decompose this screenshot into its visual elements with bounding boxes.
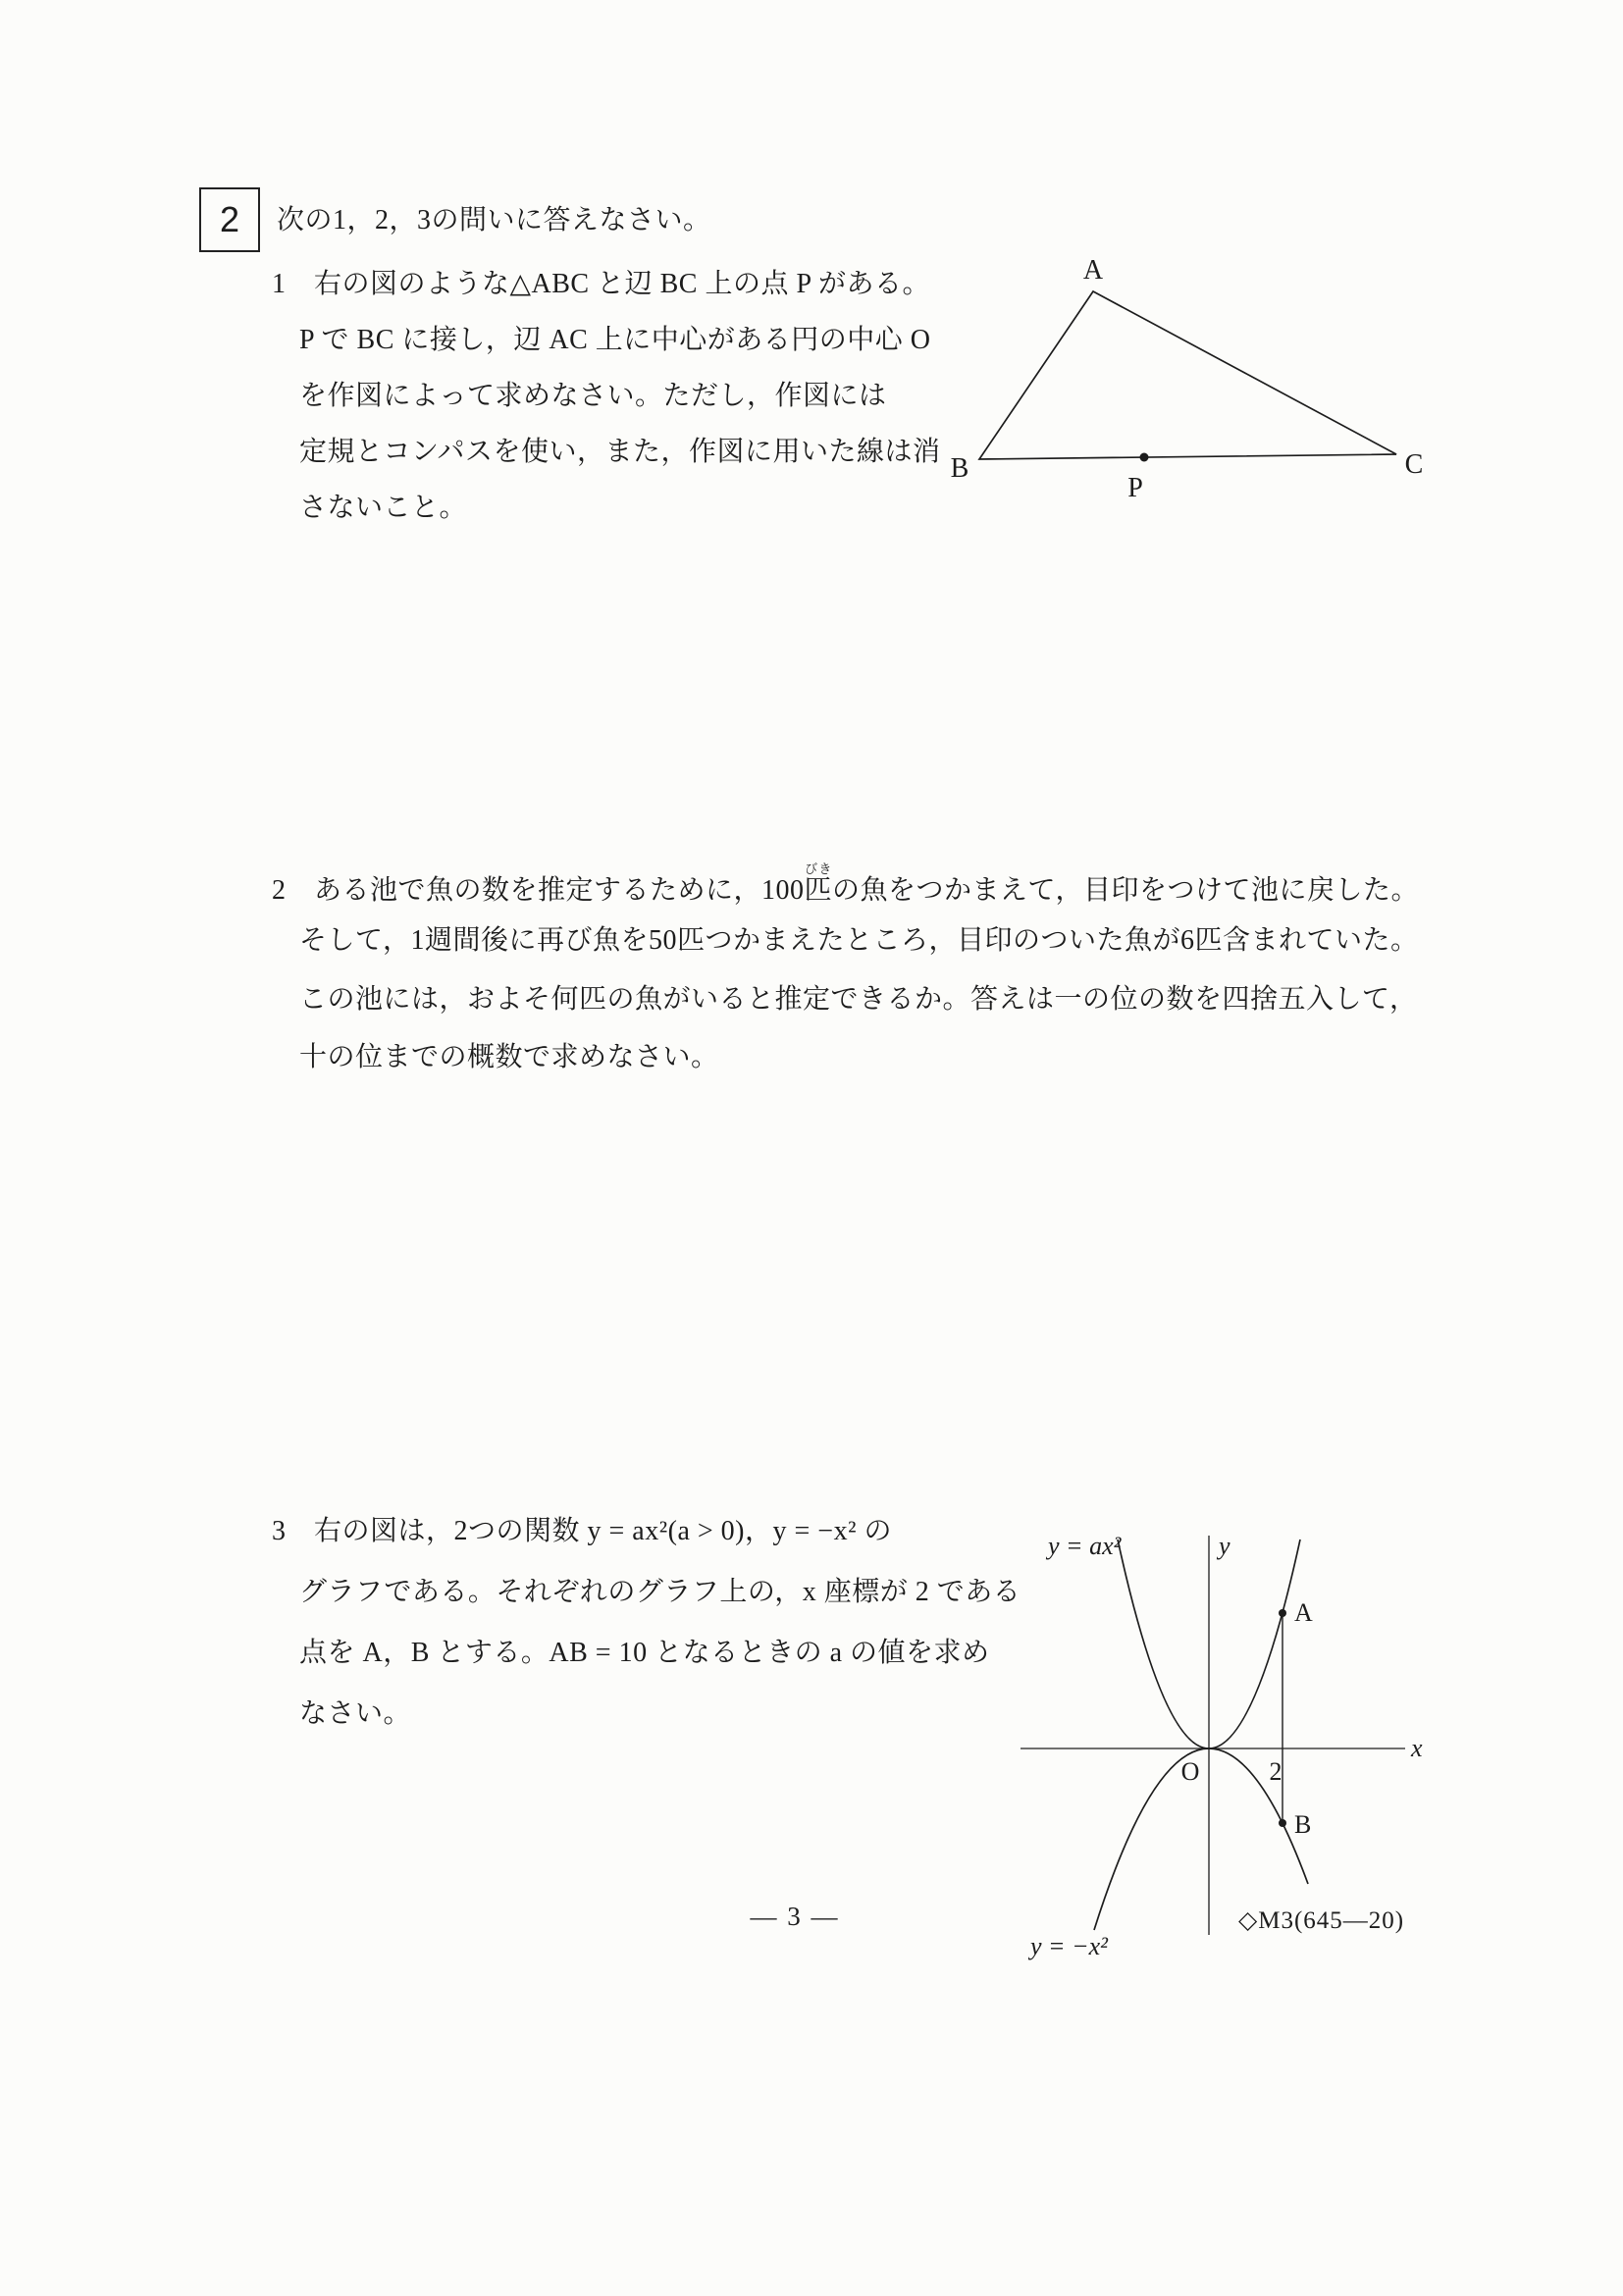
x-axis-label: x <box>1411 1734 1423 1762</box>
q2-line1-post: の魚をつかまえて，目印をつけて池に戻した。 <box>832 875 1419 906</box>
q2-ruby-text: びき <box>804 861 833 876</box>
q2-ruby-base: 匹 <box>804 875 833 906</box>
page-number: — 3 — <box>750 1902 840 1931</box>
curve-up-label: y = ax² <box>1048 1532 1122 1560</box>
q3-line-2: グラフである。それぞれのグラフ上の，x 座標が 2 である <box>299 1577 1021 1607</box>
origin-label: O <box>1180 1757 1200 1786</box>
question-number-box <box>199 187 260 252</box>
triangle-figure <box>922 235 1433 520</box>
curve-y-equals-minus-x-squared-right <box>1209 1748 1308 1884</box>
q2-line-1 <box>272 861 1419 906</box>
q1-line-4: 定規とコンパスを使い，また，作図に用いた線は消 <box>299 437 941 467</box>
q3-line-1: 3 右の図は，2つの関数 y = ax²(a > 0)，y = −x² の <box>272 1516 892 1546</box>
curve-down-label: y = −x² <box>1030 1932 1108 1960</box>
q1-line-2: P で BC に接し，辺 AC 上に中心がある円の中心 O <box>299 325 931 355</box>
point-b-label: B <box>1294 1810 1312 1839</box>
q2-line1-pre: 2 ある池で魚の数を推定するために，100 <box>272 875 805 906</box>
y-axis-label: y <box>1219 1532 1230 1560</box>
point-a-label: A <box>1294 1598 1313 1627</box>
q2-line-4: 十の位までの概数で求めなさい。 <box>299 1042 719 1072</box>
document-code: ◇M3(645—20) <box>1238 1907 1405 1934</box>
q1-line-1: 1 右の図のような△ABC と辺 BC 上の点 P がある。 <box>272 269 930 299</box>
q3-line-4: なさい。 <box>299 1698 412 1729</box>
q2-line-2: そして，1週間後に再び魚を50匹つかまえたところ，目印のついた魚が6匹含まれていた。 <box>299 925 1419 956</box>
q2-furigana <box>804 861 833 906</box>
point-p-label: P <box>1127 473 1143 503</box>
x-coordinate-2-label: 2 <box>1269 1757 1283 1786</box>
q1-line-3: を作図によって求めなさい。ただし，作図には <box>299 381 887 411</box>
triangle-abc-outline <box>979 291 1396 459</box>
vertex-b-label: B <box>950 453 969 484</box>
q3-line-3: 点を A，B とする。AB = 10 となるときの a の値を求め <box>299 1638 990 1668</box>
question-number: 2 <box>219 199 240 239</box>
question3-text-block <box>272 1501 1021 1745</box>
point-p-dot <box>1140 453 1149 462</box>
vertex-c-label: C <box>1404 449 1424 480</box>
q2-line-3: この池には，およそ何匹の魚がいると推定できるか。答えは一の位の数を四捨五入して， <box>299 984 1418 1015</box>
q1-line-5: さないこと。 <box>299 493 468 523</box>
instruction-text: 次の1，2，3の問いに答えなさい。 <box>277 205 711 235</box>
point-a-dot <box>1279 1609 1286 1617</box>
question1-text-block <box>272 256 941 536</box>
point-b-dot <box>1279 1819 1286 1827</box>
vertex-a-label: A <box>1082 255 1104 286</box>
